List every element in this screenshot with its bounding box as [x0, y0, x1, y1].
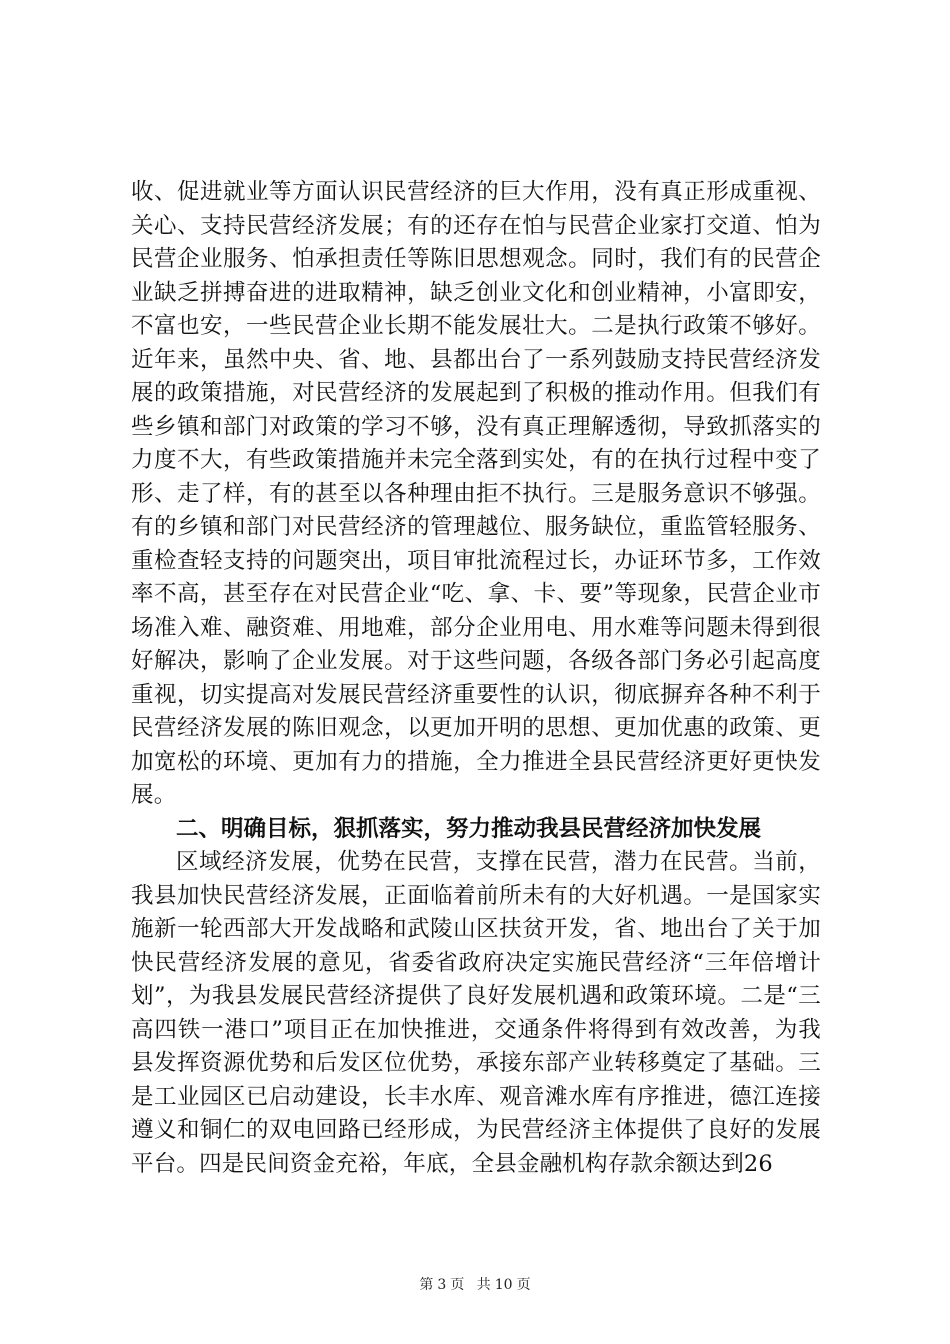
total-pages-number: 10: [494, 1277, 513, 1293]
total-prefix: 共: [476, 1277, 491, 1293]
page-footer: [0, 1274, 950, 1294]
page-prefix: 第: [419, 1277, 434, 1293]
page-number-label: [417, 1277, 466, 1293]
total-pages-label: [475, 1277, 533, 1293]
paragraph-2: 区域经济发展，优势在民营，支撑在民营，潜力在民营。当前，我县加快民营经济发展，正面临着前所未有的大好机遇。一是国家实施新一轮西部大开发战略和武陵山区扶贫开发，省、地出台了关于加快民营经济发展的意见，省委省政府决定实施民营经济“三年倍增计划”，为我县发展民营经济提供了良好发展机遇和政策环境。二是“三高四铁一港口”项目正在加快推进，交通条件将得到有效改善，为我县发挥资源优势和后发区位优势，承接东部产业转移奠定了基础。三是工业园区已启动建设，长丰水库、观音滩水库有序推进，德江连接遵义和铜仁的双电回路已经形成，为民营经济主体提供了良好的发展平台。四是民间资金充裕，年底，全县金融机构存款余额达到26: [131, 849, 821, 1177]
section-heading-2: 二、明确目标，狠抓落实，努力推动我县民营经济加快发展: [176, 815, 762, 842]
total-suffix: 页: [516, 1277, 531, 1293]
paragraph-1: 收、促进就业等方面认识民营经济的巨大作用，没有真正形成重视、关心、支持民营经济发展；有的还存在怕与民营企业家打交道、怕为民营企业服务、怕承担责任等陈旧思想观念。同时，我们有的民营企业缺乏拼搏奋进的进取精神，缺乏创业文化和创业精神，小富即安，不富也安，一些民营企业长期不能发展壮大。二是执行政策不够好。近年来，虽然中央、省、地、县都出台了一系列鼓励支持民营经济发展的政策措施，对民营经济的发展起到了积极的推动作用。但我们有些乡镇和部门对政策的学习不够，没有真正理解透彻，导致抓落实的力度不大，有些政策措施并未完全落到实处，有的在执行过程中变了形、走了样，有的甚至以各种理由拒不执行。三是服务意识不够强。有的乡镇和部门对民营经济的管理越位、服务缺位，重监管轻服务、重检查轻支持的问题突出，项目审批流程过长，办证环节多，工作效率不高，甚至存在对民营企业“吃、拿、卡、要”等现象，民营企业市场准入难、融资难、用地难，部分企业用电、用水难等问题未得到很好解决，影响了企业发展。对于这些问题，各级各部门务必引起高度重视，切实提高对发展民营经济重要性的认识，彻底摒弃各种不利于民营经济发展的陈旧观念，以更加开明的思想、更加优惠的政策、更加宽松的环境、更加有力的措施，全力推进全县民营经济更好更快发展。: [131, 179, 821, 808]
page-suffix: 页: [450, 1277, 465, 1293]
current-page-number: 3: [437, 1277, 447, 1293]
document-body: [131, 176, 821, 1181]
